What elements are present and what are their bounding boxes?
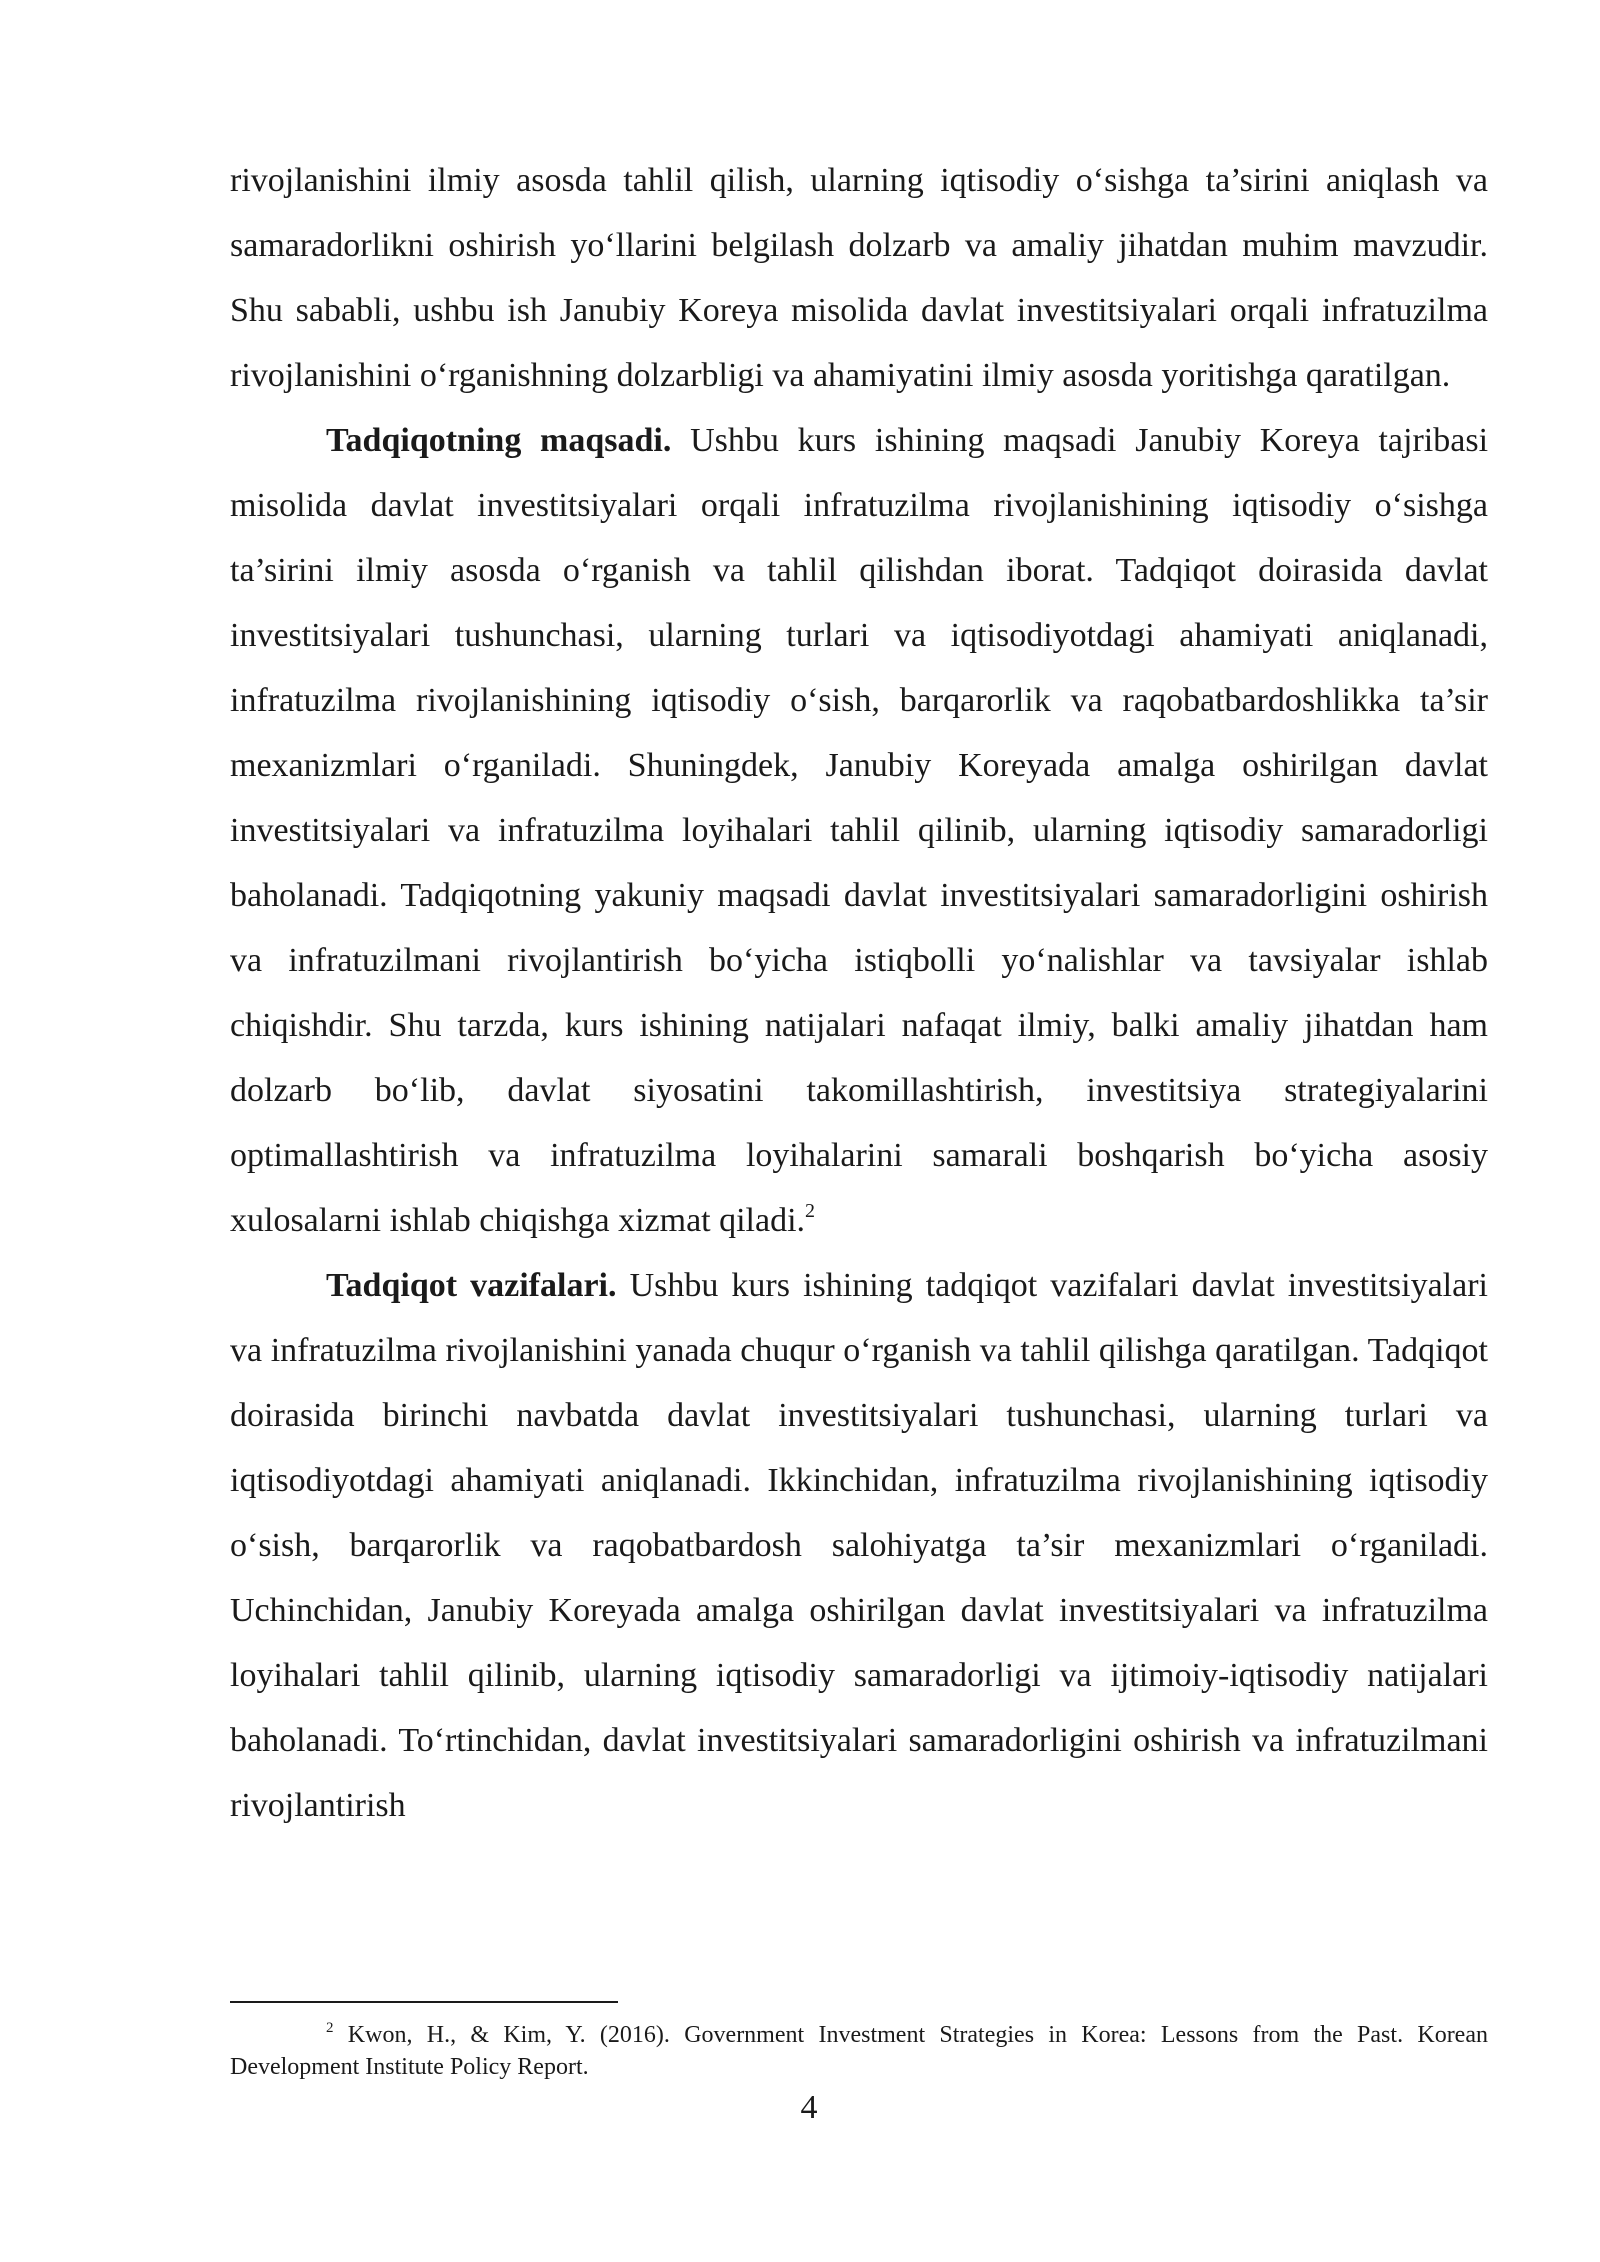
research-aim-text: Ushbu kurs ishining maqsadi Janubiy Koreya tajribasi misolida davlat investitsiyalari orqali infratuzilma rivojlanishining iqtisodiy o‘sishga ta’sirini ilmiy asosda o‘rganish va tahlil qilishdan iborat. Tadqiqot doirasida davlat investitsiyalari tushunchasi, ularning turlari va iqtisodiyotdagi ahamiyati aniqlanadi, infratuzilma rivojlanishining iqtisodiy o‘sish, barqarorlik va raqobatbardoshlikka ta’sir mexanizmlari o‘rganiladi. Shuningdek, Janubiy Koreyada amalga oshirilgan davlat investitsiyalari va infratuzilma loyihalari tahlil qilinib, ularning iqtisodiy samaradorligi baholanadi. Tadqiqotning yakuniy maqsadi davlat investitsiyalari samaradorligini oshirish va infratuzilmani rivojlantirish bo‘yicha istiqbolli yo‘nalishlar va tavsiyalar ishlab chiqishdir. Shu tarzda, kurs ishining natijalari nafaqat ilmiy, balki amaliy jihatdan ham dolzarb bo‘lib, davlat siyosatini takomillashtirish, investitsiya strategiyalarini optimallashtirish va infratuzilma loyihalarini samarali boshqarish bo‘yicha asosiy xulosalarni ishlab chiqishga xizmat qiladi.	[230, 422, 1489, 1239]
footnote-marker: 2	[326, 2020, 334, 2036]
section-heading-research-aim: Tadqiqotning maqsadi.	[326, 422, 672, 459]
page-number: 4	[800, 2089, 818, 2126]
footnote-reference[interactable]: 2	[805, 1200, 816, 1222]
paragraph-continuation: rivojlanishini ilmiy asosda tahlil qilish, ularning iqtisodiy o‘sishga ta’sirini aniqlash va samaradorlikni oshirish yo‘llarini belgilash dolzarb va amaliy jihatdan muhim mavzudir. Shu sababli, ushbu ish Janubiy Koreya misolida davlat investitsiyalari orqali infratuzilma rivojlanishini o‘rganishning dolzarbligi va ahamiyatini ilmiy asosda yoritishga qaratilgan.	[230, 162, 1488, 394]
section-heading-research-tasks: Tadqiqot vazifalari.	[326, 1267, 617, 1304]
paragraph-research-tasks	[230, 1253, 1488, 1838]
paragraph-research-aim	[230, 408, 1488, 1253]
research-tasks-text: Ushbu kurs ishining tadqiqot vazifalari davlat investitsiyalari va infratuzilma rivojlanishini yanada chuqur o‘rganish va tahlil qilishga qaratilgan. Tadqiqot doirasida birinchi navbatda davlat investitsiyalari tushunchasi, ularning turlari va iqtisodiyotdagi ahamiyati aniqlanadi. Ikkinchidan, infratuzilma rivojlanishining iqtisodiy o‘sish, barqarorlik va raqobatbardosh salohiyatga ta’sir mexanizmlari o‘rganiladi. Uchinchidan, Janubiy Koreyada amalga oshirilgan davlat investitsiyalari va infratuzilma loyihalari tahlil qilinib, ularning iqtisodiy samaradorligi va ijtimoiy-iqtisodiy natijalari baholanadi. To‘rtinchidan, davlat investitsiyalari samaradorligini oshirish va infratuzilmani rivojlantirish	[230, 1267, 1488, 1824]
footnote-separator	[230, 2001, 618, 2003]
body-text	[230, 148, 1488, 1838]
footnote-text: Kwon, H., & Kim, Y. (2016). Government Investment Strategies in Korea: Lessons from the Past. Korean Development Institute Policy Report.	[230, 2022, 1488, 2080]
footnote	[230, 2019, 1488, 2083]
